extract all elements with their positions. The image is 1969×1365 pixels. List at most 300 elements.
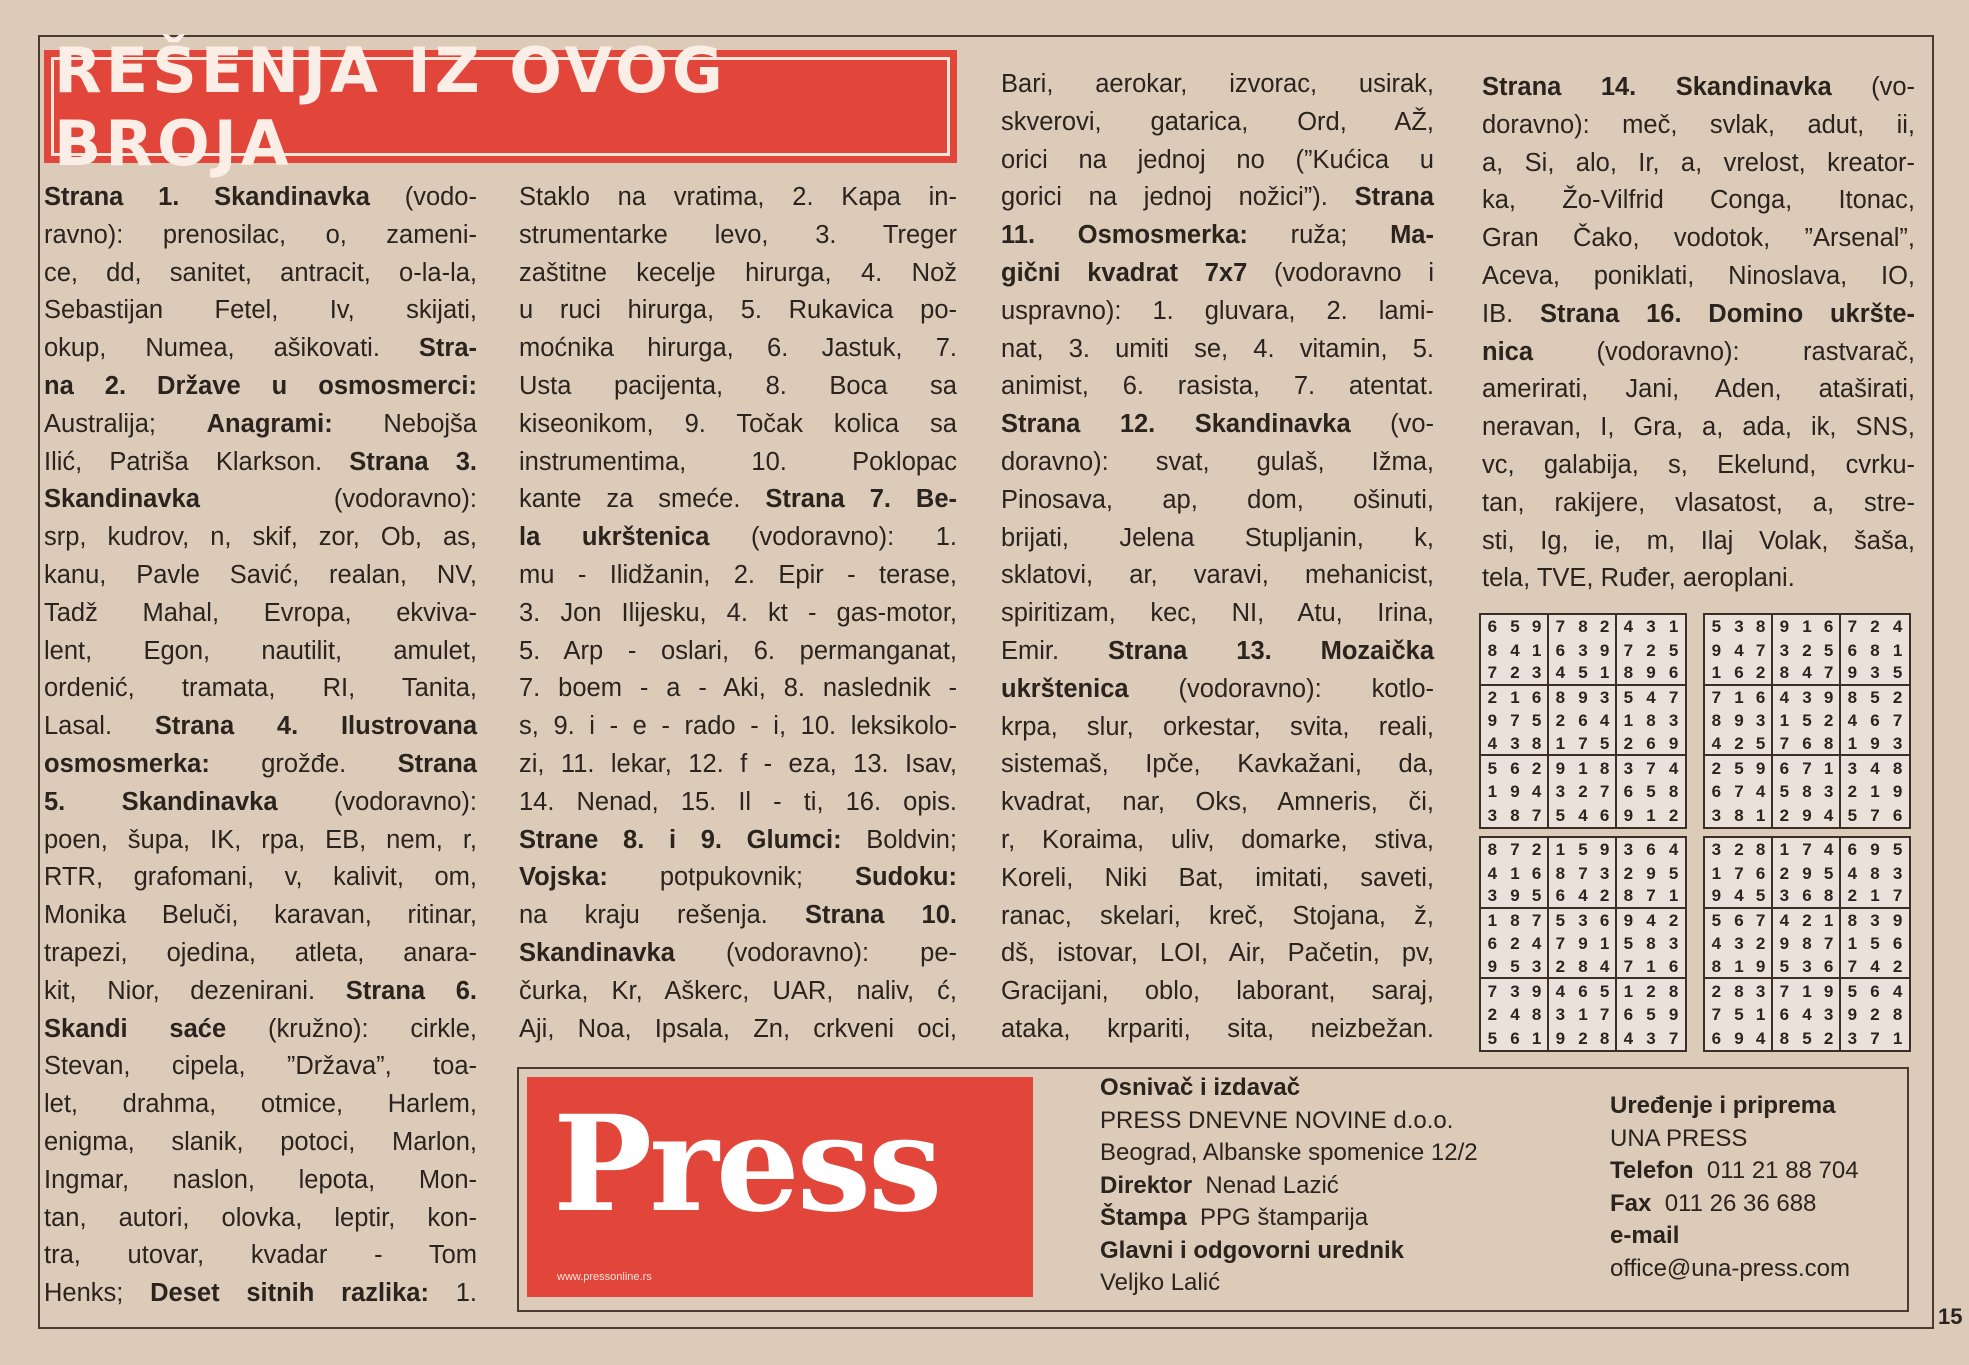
- sudoku-cell: 2: [1841, 885, 1864, 909]
- press-logo-word: Press: [553, 1087, 940, 1242]
- text: Monika Beluči, karavan, ritinar,: [44, 901, 477, 930]
- sudoku-cell: 9: [1578, 687, 1588, 707]
- text-line: [1482, 334, 1915, 372]
- text-line: [44, 1162, 477, 1200]
- sudoku-cell: 3: [1504, 733, 1527, 757]
- sudoku-cell: 6: [1750, 862, 1773, 886]
- text-line: [44, 935, 477, 973]
- text-line: [1001, 255, 1434, 293]
- text: Stevan, cipela, ”Država”, toa-: [44, 1052, 477, 1081]
- sudoku-cell: 5: [1886, 662, 1909, 686]
- text-line: [1482, 258, 1915, 296]
- sudoku-cell: 9: [1818, 686, 1841, 710]
- bold-text: Skandinavka: [44, 485, 200, 514]
- sudoku-cell: 6: [1487, 934, 1498, 954]
- text: doravno): svat, gulaš, Ižma,: [1001, 447, 1434, 476]
- sudoku-cell: 3: [1886, 733, 1909, 757]
- sudoku-cell: 5: [1555, 910, 1566, 930]
- sudoku-cell: 7: [1640, 885, 1663, 909]
- sudoku-cell: 6: [1594, 909, 1617, 933]
- sudoku-cell: 3: [1847, 1028, 1858, 1048]
- text-line: [1610, 1253, 1859, 1286]
- text-line: [519, 822, 957, 860]
- bold-text: Strana 4. Ilustrovana: [154, 712, 477, 741]
- text-line: [1100, 1202, 1478, 1235]
- text: 14. Nenad, 15. Il - ti, 16. opis.: [519, 787, 957, 816]
- text: orici na jednoj no (”Kućica u: [1001, 145, 1434, 174]
- text-line: [1001, 935, 1434, 973]
- sudoku-cell: 8: [1594, 756, 1617, 780]
- text: (vodoravno): pe-: [674, 938, 957, 967]
- sudoku-cell: 6: [1640, 733, 1663, 757]
- sudoku-cell: 2: [1555, 711, 1566, 731]
- bold-text: Strane 8. i 9. Glumci:: [519, 825, 842, 854]
- sudoku-cell: 5: [1578, 840, 1588, 860]
- text-line: [1482, 371, 1915, 409]
- text: IB.: [1482, 299, 1540, 328]
- bold-text: Fax: [1610, 1189, 1652, 1217]
- imprint-publisher: [1100, 1072, 1478, 1300]
- text: trapezi, ojedina, atleta, anara-: [44, 938, 477, 967]
- sudoku-cell: 7: [1734, 863, 1744, 883]
- sudoku-cell: 7: [1572, 733, 1595, 757]
- sudoku-cell: 2: [1504, 662, 1527, 686]
- sudoku-cell: 9: [1802, 863, 1812, 883]
- sudoku-cell: 9: [1623, 910, 1634, 930]
- sudoku-cell: 5: [1623, 934, 1634, 954]
- text: 7. boem - a - Aki, 8. naslednik -: [519, 674, 957, 703]
- text: doravno): meč, svlak, adut, ii,: [1482, 110, 1915, 139]
- sudoku-cell: 8: [1487, 840, 1498, 860]
- sudoku-cell: 3: [1555, 1005, 1566, 1025]
- text-line: [1001, 293, 1434, 331]
- text: 3. Jon Ilijesku, 4. kt - gas-motor,: [519, 598, 957, 627]
- text: Gran Čako, vodotok, ”Arsenal”,: [1482, 224, 1915, 253]
- sudoku-cell: 4: [1668, 758, 1679, 778]
- sudoku-cell: 4: [1705, 733, 1728, 757]
- text-line: [44, 368, 477, 406]
- sudoku-cell: 5: [1487, 758, 1498, 778]
- text: RTR, grafomani, v, kalivit, om,: [44, 863, 477, 892]
- sudoku-cell: 1: [1892, 1028, 1903, 1048]
- sudoku-cell: 6: [1623, 1005, 1634, 1025]
- sudoku-cell: 8: [1818, 733, 1841, 757]
- text-line: [1610, 1220, 1859, 1253]
- sudoku-cell: 1: [1526, 639, 1549, 663]
- bold-text: Strana 6.: [345, 976, 477, 1005]
- text-line: [44, 406, 477, 444]
- sudoku-cell: 4: [1555, 981, 1566, 1001]
- text: amerirati, Jani, Aden, ataširati,: [1482, 375, 1915, 404]
- sudoku-cell: 9: [1526, 979, 1549, 1003]
- text: strumentarke levo, 3. Treger: [519, 220, 957, 249]
- text: Staklo na vratima, 2. Kapa in-: [519, 183, 957, 211]
- sudoku-cell: 4: [1526, 780, 1549, 804]
- sudoku-cell: 8: [1773, 662, 1796, 686]
- text: neravan, I, Gra, a, ada, ik, SNS,: [1482, 413, 1915, 442]
- sudoku-cell: 2: [1847, 782, 1858, 802]
- sudoku-cell: 7: [1847, 617, 1858, 637]
- sudoku-cell: 7: [1750, 909, 1773, 933]
- sudoku-cell: 7: [1711, 687, 1722, 707]
- sudoku-cell: 3: [1526, 956, 1549, 980]
- sudoku-cell: 8: [1892, 758, 1903, 778]
- sudoku-cell: 5: [1646, 782, 1656, 802]
- sudoku-cell: 2: [1668, 910, 1679, 930]
- sudoku-cell: 4: [1892, 617, 1903, 637]
- sudoku-cell: 4: [1796, 662, 1819, 686]
- text: r, Koraima, uliv, domarke, stiva,: [1001, 825, 1434, 854]
- text-line: [1001, 557, 1434, 595]
- sudoku-cell: 6: [1892, 934, 1903, 954]
- sudoku-cell: 1: [1510, 863, 1520, 883]
- sudoku-cell: 6: [1779, 758, 1790, 778]
- sudoku-cell: 9: [1646, 863, 1656, 883]
- sudoku-cell: 9: [1555, 758, 1566, 778]
- bold-text: Anagrami:: [206, 409, 333, 438]
- sudoku-cell: 2: [1728, 733, 1751, 757]
- sudoku-cell: 2: [1802, 910, 1812, 930]
- sudoku-cell: 8: [1510, 805, 1520, 825]
- text: PRESS DNEVNE NOVINE d.o.o.: [1100, 1106, 1454, 1134]
- sudoku-cell: 1: [1734, 687, 1744, 707]
- sudoku-cell: 5: [1526, 709, 1549, 733]
- bold-text: Ma-: [1390, 221, 1434, 250]
- bold-text: Direktor: [1100, 1171, 1193, 1199]
- sudoku-cell: 7: [1526, 803, 1549, 827]
- sudoku-cell: 4: [1526, 932, 1549, 956]
- text-line: [519, 519, 957, 557]
- text: na kraju rešenja.: [519, 901, 805, 930]
- sudoku-cell: 3: [1646, 1028, 1656, 1048]
- sudoku-cell: 1: [1646, 805, 1656, 825]
- text: UNA PRESS: [1610, 1124, 1748, 1152]
- text-line: [1482, 182, 1915, 220]
- sudoku-cell: 5: [1847, 981, 1858, 1001]
- text: Beograd, Albanske spomenice 12/2: [1100, 1139, 1478, 1166]
- sudoku-cell: 2: [1526, 838, 1549, 862]
- text: moćnika hirurga, 6. Jastuk, 7.: [519, 334, 957, 363]
- sudoku-cell: 6: [1510, 1028, 1520, 1048]
- sudoku-cell: 7: [1886, 885, 1909, 909]
- bold-text: Strana: [397, 749, 477, 778]
- text: tan, autori, olovka, leptir, kon-: [44, 1203, 477, 1232]
- sudoku-cell: 4: [1864, 956, 1887, 980]
- text: Ilić, Patriša Klarkson.: [44, 447, 350, 476]
- text-line: [44, 973, 477, 1011]
- sudoku-cell: 2: [1711, 758, 1722, 778]
- sudoku-cell: 2: [1578, 1028, 1588, 1048]
- text: kvadrat, nar, Oks, Amneris, či,: [1001, 788, 1434, 817]
- sudoku-cell: 3: [1802, 687, 1812, 707]
- sudoku-cell: 9: [1662, 733, 1685, 757]
- text-line: [1001, 66, 1434, 104]
- text: zi, 11. lekar, 12. f - eza, 13. Isav,: [519, 749, 957, 778]
- page-number: 15: [1938, 1304, 1963, 1329]
- text-column-3: [1001, 66, 1434, 1049]
- sudoku-cell: 7: [1578, 863, 1588, 883]
- sudoku-cell: 7: [1870, 1028, 1880, 1048]
- sudoku-cell: 4: [1750, 780, 1773, 804]
- sudoku-cell: 9: [1487, 711, 1498, 731]
- sudoku-cell: 7: [1623, 640, 1634, 660]
- sudoku-cell: 9: [1734, 1028, 1744, 1048]
- sudoku-cell: 9: [1481, 956, 1504, 980]
- sudoku-cell: 9: [1802, 805, 1812, 825]
- sudoku-cell: 8: [1510, 910, 1520, 930]
- sudoku-cell: 8: [1555, 687, 1566, 707]
- sudoku-cell: 4: [1668, 840, 1679, 860]
- sudoku-cell: 5: [1594, 979, 1617, 1003]
- text-line: [44, 746, 477, 784]
- sudoku-cell: 1: [1870, 782, 1880, 802]
- text: mu - Ilidžanin, 2. Epir - terase,: [519, 560, 957, 589]
- sudoku-cell: 7: [1773, 733, 1796, 757]
- text: office@una-press.com: [1610, 1254, 1851, 1282]
- text: (vo-: [1831, 73, 1915, 101]
- sudoku-cell: 1: [1864, 885, 1887, 909]
- text: sistemaš, Ipče, Kavkažani, da,: [1001, 750, 1434, 779]
- text: (vodoravno i: [1247, 258, 1434, 287]
- sudoku-cell: 3: [1646, 617, 1656, 637]
- sudoku-cell: 8: [1668, 981, 1679, 1001]
- text-line: [519, 935, 957, 973]
- text: Aji, Noa, Ipsala, Zn, crkveni oci,: [519, 1014, 957, 1043]
- sudoku-cell: 2: [1594, 615, 1617, 639]
- sudoku-cell: 1: [1668, 617, 1679, 637]
- text: (vodoravno):: [199, 485, 477, 514]
- sudoku-cell: 6: [1847, 840, 1858, 860]
- text: dš, istovar, LOI, Air, Pačetin, pv,: [1001, 939, 1434, 968]
- sudoku-cell: 5: [1510, 617, 1520, 637]
- sudoku-cell: 4: [1623, 1028, 1634, 1048]
- text: brijati, Jelena Stupljanin, k,: [1001, 523, 1434, 552]
- sudoku-cell: 1: [1847, 934, 1858, 954]
- text: ranac, skelari, kreč, Stojana, ž,: [1001, 901, 1434, 930]
- text-line: [1001, 368, 1434, 406]
- text: ataka, krpariti, sita, neizbežan.: [1001, 1014, 1434, 1043]
- sudoku-cell: 5: [1779, 782, 1790, 802]
- text: krpa, slur, orkestar, svita, reali,: [1001, 712, 1434, 741]
- text-line: [1100, 1137, 1478, 1170]
- text-line: [519, 897, 957, 935]
- sudoku-cell: 5: [1526, 885, 1549, 909]
- sudoku-cell: 8: [1555, 863, 1566, 883]
- sudoku-cell: 8: [1870, 640, 1880, 660]
- text-line: [1001, 520, 1434, 558]
- sudoku-cell: 2: [1526, 756, 1549, 780]
- sudoku-cell: 4: [1646, 687, 1656, 707]
- sudoku-cell: 7: [1481, 662, 1504, 686]
- sudoku-cell: 5: [1892, 840, 1903, 860]
- text-line: [1482, 220, 1915, 258]
- text: sklatovi, ar, varavi, mehanicist,: [1001, 561, 1434, 590]
- text: Lasal.: [44, 712, 155, 741]
- text-line: [44, 1086, 477, 1124]
- text-line: [1001, 633, 1434, 671]
- sudoku-cell: 2: [1870, 617, 1880, 637]
- text-column-2: [519, 179, 957, 1048]
- text-line: [1482, 560, 1915, 598]
- sudoku-cell: 6: [1578, 981, 1588, 1001]
- sudoku-cell: 6: [1510, 758, 1520, 778]
- text-line: [44, 519, 477, 557]
- sudoku-cell: 5: [1646, 1005, 1656, 1025]
- sudoku-cell: 9: [1668, 1005, 1679, 1025]
- sudoku-cell: 4: [1847, 863, 1858, 883]
- sudoku-cell: 4: [1594, 956, 1617, 980]
- sudoku-cell: 6: [1728, 662, 1751, 686]
- text-line: [519, 330, 957, 368]
- sudoku-cell: 8: [1487, 640, 1498, 660]
- sudoku-cell: 9: [1594, 639, 1617, 663]
- sudoku-cell: 3: [1526, 662, 1549, 686]
- sudoku-cell: 7: [1892, 711, 1903, 731]
- sudoku-cell: 6: [1734, 910, 1744, 930]
- sudoku-cell: 5: [1668, 640, 1679, 660]
- sudoku-cell: 6: [1870, 981, 1880, 1001]
- sudoku-cell: 4: [1711, 934, 1722, 954]
- sudoku-cell: 2: [1818, 1026, 1841, 1050]
- sudoku-cell: 5: [1711, 910, 1722, 930]
- bold-text: Deset sitnih razlika:: [150, 1279, 429, 1308]
- sudoku-cell: 2: [1886, 956, 1909, 980]
- text: zaštitne kecelje hirurga, 4. Nož: [519, 258, 957, 287]
- sudoku-cell: 7: [1750, 639, 1773, 663]
- sudoku-cell: 8: [1750, 838, 1773, 862]
- sudoku-cell: 9: [1640, 662, 1663, 686]
- imprint-production: [1610, 1090, 1859, 1285]
- text-line: [44, 1275, 477, 1313]
- text-line: [519, 708, 957, 746]
- sudoku-cell: 5: [1734, 758, 1744, 778]
- text: tra, utovar, kvadar - Tom: [44, 1241, 477, 1270]
- text: s, 9. i - e - rado - i, 10. leksikolo-: [519, 712, 957, 741]
- sudoku-cell: 2: [1711, 981, 1722, 1001]
- text-line: [519, 255, 957, 293]
- sudoku-cell: 9: [1594, 838, 1617, 862]
- sudoku-cell: 2: [1487, 1005, 1498, 1025]
- sudoku-cell: 5: [1773, 956, 1796, 980]
- text-line: [1001, 709, 1434, 747]
- text: kanu, Pavle Savić, realan, NV,: [44, 560, 477, 589]
- text-line: [44, 822, 477, 860]
- text-line: [519, 633, 957, 671]
- sudoku-cell: 9: [1864, 733, 1887, 757]
- sudoku-cell: 3: [1510, 981, 1520, 1001]
- bold-text: Strana: [1354, 183, 1434, 212]
- bold-text: Glavni i odgovorni urednik: [1100, 1236, 1405, 1264]
- sudoku-cell: 1: [1549, 733, 1572, 757]
- text-line: [1610, 1090, 1859, 1123]
- text: animist, 6. rasista, 7. atentat.: [1001, 372, 1434, 401]
- bold-text: Strana 14. Skandinavka: [1482, 73, 1832, 101]
- sudoku-cell: 6: [1711, 782, 1722, 802]
- sudoku-cell: 3: [1750, 709, 1773, 733]
- text: ordenić, tramata, RI, Tanita,: [44, 674, 477, 703]
- bold-text: Uređenje i priprema: [1610, 1092, 1836, 1119]
- sudoku-cell: 4: [1510, 1005, 1520, 1025]
- sudoku-cell: 8: [1578, 617, 1588, 637]
- sudoku-cell: 9: [1847, 1005, 1858, 1025]
- sudoku-cell: 8: [1711, 711, 1722, 731]
- sudoku-cell: 9: [1504, 885, 1527, 909]
- sudoku-cell: 3: [1864, 662, 1887, 686]
- sudoku-cell: 4: [1779, 910, 1790, 930]
- text-line: [44, 217, 477, 255]
- sudoku-cell: 3: [1711, 805, 1722, 825]
- bold-text: nica: [1482, 337, 1534, 366]
- sudoku-cell: 9: [1711, 640, 1722, 660]
- text-line: [519, 368, 957, 406]
- text: (vodoravno): rastvarač,: [1533, 337, 1915, 366]
- sudoku-cell: 6: [1578, 711, 1588, 731]
- sudoku-cell: 1: [1802, 617, 1812, 637]
- sudoku-cell: 4: [1847, 711, 1858, 731]
- sudoku-cell: 7: [1555, 934, 1566, 954]
- sudoku-cell: 5: [1847, 805, 1858, 825]
- sudoku-cell: 3: [1578, 910, 1588, 930]
- sudoku-cell: 6: [1750, 686, 1773, 710]
- text-line: [519, 1011, 957, 1049]
- sudoku-cell: 5: [1487, 1028, 1498, 1048]
- sudoku-cell: 3: [1623, 840, 1634, 860]
- sudoku-cell: 3: [1750, 979, 1773, 1003]
- text: spiritizam, kec, NI, Atu, Irina,: [1001, 599, 1434, 628]
- sudoku-cell: 4: [1487, 863, 1498, 883]
- sudoku-cell: 1: [1892, 640, 1903, 660]
- sudoku-cell: 8: [1668, 782, 1679, 802]
- text: ravno): prenosilac, o, zameni-: [44, 220, 477, 249]
- sudoku-cell: 6: [1818, 615, 1841, 639]
- sudoku-cell: 2: [1623, 863, 1634, 883]
- text-line: [44, 1048, 477, 1086]
- text-line: [519, 557, 957, 595]
- text: Sebastijan Fetel, Iv, skijati,: [44, 296, 477, 325]
- text-line: [44, 595, 477, 633]
- text-line: [44, 330, 477, 368]
- sudoku-cell: 9: [1779, 617, 1790, 637]
- sudoku-cell: 1: [1594, 932, 1617, 956]
- text-line: [519, 481, 957, 519]
- sudoku-cell: 2: [1734, 840, 1744, 860]
- sudoku-cell: 2: [1668, 805, 1679, 825]
- sudoku-cell: 3: [1481, 885, 1504, 909]
- text-line: [519, 746, 957, 784]
- bold-text: Strana 3.: [349, 447, 477, 476]
- text-line: [1001, 142, 1434, 180]
- text: (vodoravno):: [277, 787, 477, 816]
- text-line: [1482, 447, 1915, 485]
- sudoku-cell: 7: [1668, 687, 1679, 707]
- text: Bari, aerokar, izvorac, usirak,: [1001, 70, 1434, 98]
- text-line: [1482, 107, 1915, 145]
- sudoku-cell: 9: [1705, 885, 1728, 909]
- text: let, drahma, otmice, Harlem,: [44, 1090, 477, 1119]
- bold-text: 5. Skandinavka: [44, 787, 278, 816]
- text-line: [1001, 217, 1434, 255]
- text: Australija;: [44, 409, 207, 438]
- text-line: [1001, 104, 1434, 142]
- sudoku-cell: 5: [1594, 733, 1617, 757]
- sudoku-cell: 2: [1802, 640, 1812, 660]
- sudoku-cell: 5: [1734, 1005, 1744, 1025]
- sudoku-cell: 6: [1662, 956, 1685, 980]
- text-line: [44, 708, 477, 746]
- sudoku-cell: 2: [1578, 782, 1588, 802]
- sudoku-cell: 7: [1555, 617, 1566, 637]
- sudoku-cell: 3: [1779, 640, 1790, 660]
